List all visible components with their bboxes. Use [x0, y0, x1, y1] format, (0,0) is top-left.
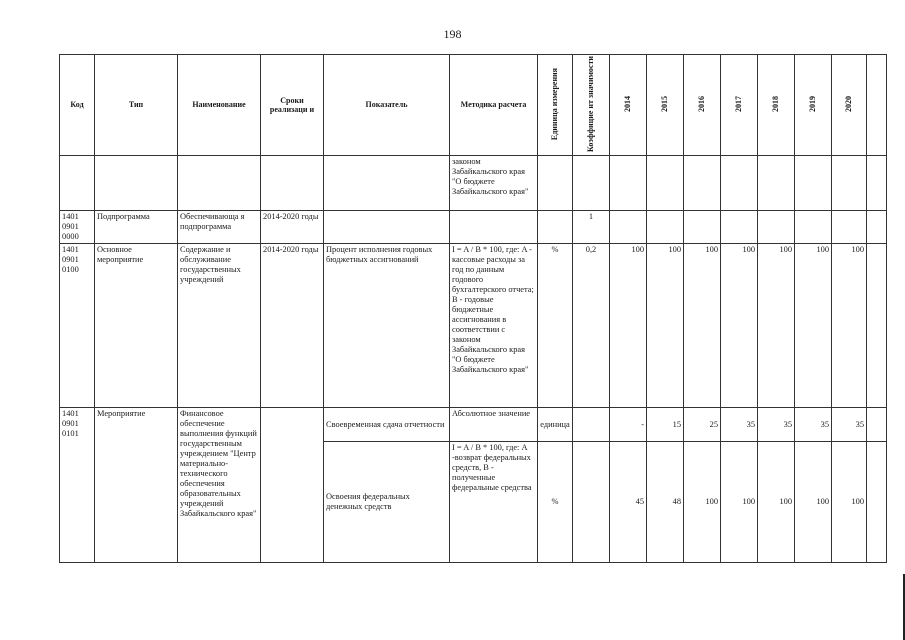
cell-type: Мероприятие: [95, 408, 178, 563]
header-year-2015: 2015: [647, 55, 684, 156]
cell-value: 100: [684, 442, 721, 563]
cell-value: [721, 211, 758, 244]
cell-value: 100: [610, 244, 647, 408]
header-year-2018: 2018: [758, 55, 795, 156]
header-name: Наименование: [178, 55, 261, 156]
cell-value: 35: [795, 408, 832, 442]
cell-value: 100: [795, 442, 832, 563]
cell-value: [684, 211, 721, 244]
cell-method: I = A / B * 100, где: A -возврат федеральных средств, B - полученные федеральные средства: [450, 442, 538, 563]
page-number: 198: [443, 27, 462, 41]
cell-value: 35: [721, 408, 758, 442]
header-blank: [867, 55, 887, 156]
cell-value: [832, 211, 867, 244]
cell-coef: [573, 156, 610, 211]
cell-value: 100: [647, 244, 684, 408]
table-row: [60, 408, 887, 442]
cell-code: [60, 156, 95, 211]
header-indicator: Показатель: [324, 55, 450, 156]
cell-period: 2014-2020 годы: [261, 211, 324, 244]
cell-value: 100: [832, 244, 867, 408]
cell-value: 100: [758, 244, 795, 408]
cell-type: Основное мероприятие: [95, 244, 178, 408]
cell-value: 100: [721, 442, 758, 563]
header-row: [60, 55, 887, 156]
cell-method: I = A / B * 100, где: A - кассовые расходы за год по данным годового бухгалтерского отчета; B - годовые бюджетные ассигнования в соответствии с законом Забайкальского края "О бюджете Забайкальского края": [450, 244, 538, 408]
header-year-2017: 2017: [721, 55, 758, 156]
cell-coef: [573, 408, 610, 442]
table-row: [60, 156, 887, 211]
header-type: Тип: [95, 55, 178, 156]
cell-value: [647, 211, 684, 244]
cell-value: [758, 211, 795, 244]
cell-value: 100: [684, 244, 721, 408]
cell-period: [261, 156, 324, 211]
header-year-2016: 2016: [684, 55, 721, 156]
cell-indicator: [324, 156, 450, 211]
cell-unit: %: [538, 244, 573, 408]
cell-period: 2014-2020 годы: [261, 244, 324, 408]
cell-value: -: [610, 408, 647, 442]
cell-value: 100: [721, 244, 758, 408]
cell-indicator: Освоения федеральных денежных средств: [324, 442, 450, 563]
table-row: [60, 244, 887, 408]
cell-value: 35: [832, 408, 867, 442]
cell-indicator: [324, 211, 450, 244]
cell-indicator: Процент исполнения годовых бюджетных ассигнований: [324, 244, 450, 408]
header-unit: Единица измерения: [538, 55, 573, 156]
cell-value: [832, 156, 867, 211]
cell-value: 15: [647, 408, 684, 442]
cell-method: законом Забайкальского края "О бюджете Забайкальского края": [450, 156, 538, 211]
cell-value: 48: [647, 442, 684, 563]
cell-value: [795, 156, 832, 211]
cell-value: [684, 156, 721, 211]
cell-value: [795, 211, 832, 244]
cell-value: 100: [832, 442, 867, 563]
cell-coef: [573, 442, 610, 563]
cell-name: Содержание и обслуживание государственных учреждений: [178, 244, 261, 408]
cell-unit: [538, 156, 573, 211]
cell-coef: 0,2: [573, 244, 610, 408]
cell-code: 1401 0901 0100: [60, 244, 95, 408]
cell-unit: %: [538, 442, 573, 563]
table-row: [60, 211, 887, 244]
cell-name: Финансовое обеспечение выполнения функций государственным учреждением "Центр материально-технического обеспечения образовательных учреждений Забайкальского края": [178, 408, 261, 563]
header-year-2020: 2020: [832, 55, 867, 156]
cell-name: [178, 156, 261, 211]
cell-period: [261, 408, 324, 563]
cell-code: 1401 0901 0101: [60, 408, 95, 563]
cell-value: [647, 156, 684, 211]
header-coef: Коэффицие нт значимости: [573, 55, 610, 156]
cell-value: 35: [758, 408, 795, 442]
cell-method: Абсолютное значение: [450, 408, 538, 442]
cell-value: [758, 156, 795, 211]
header-period: Сроки реализаци и: [261, 55, 324, 156]
cell-value: 100: [795, 244, 832, 408]
cell-value: [610, 156, 647, 211]
cell-value: 100: [758, 442, 795, 563]
cell-unit: [538, 211, 573, 244]
cell-coef: 1: [573, 211, 610, 244]
cell-type: [95, 156, 178, 211]
header-year-2014: 2014: [610, 55, 647, 156]
cell-method: [450, 211, 538, 244]
cell-value: [721, 156, 758, 211]
cell-name: Обеспечивающа я подпрограмма: [178, 211, 261, 244]
indicator-table: [59, 54, 887, 563]
header-code: Код: [60, 55, 95, 156]
cell-value: 45: [610, 442, 647, 563]
cell-indicator: Своевременная сдача отчетности: [324, 408, 450, 442]
header-year-2019: 2019: [795, 55, 832, 156]
cell-value: [610, 211, 647, 244]
cell-unit: единица: [538, 408, 573, 442]
header-method: Методика расчета: [450, 55, 538, 156]
cell-code: 1401 0901 0000: [60, 211, 95, 244]
cell-value: 25: [684, 408, 721, 442]
cell-type: Подпрограмма: [95, 211, 178, 244]
